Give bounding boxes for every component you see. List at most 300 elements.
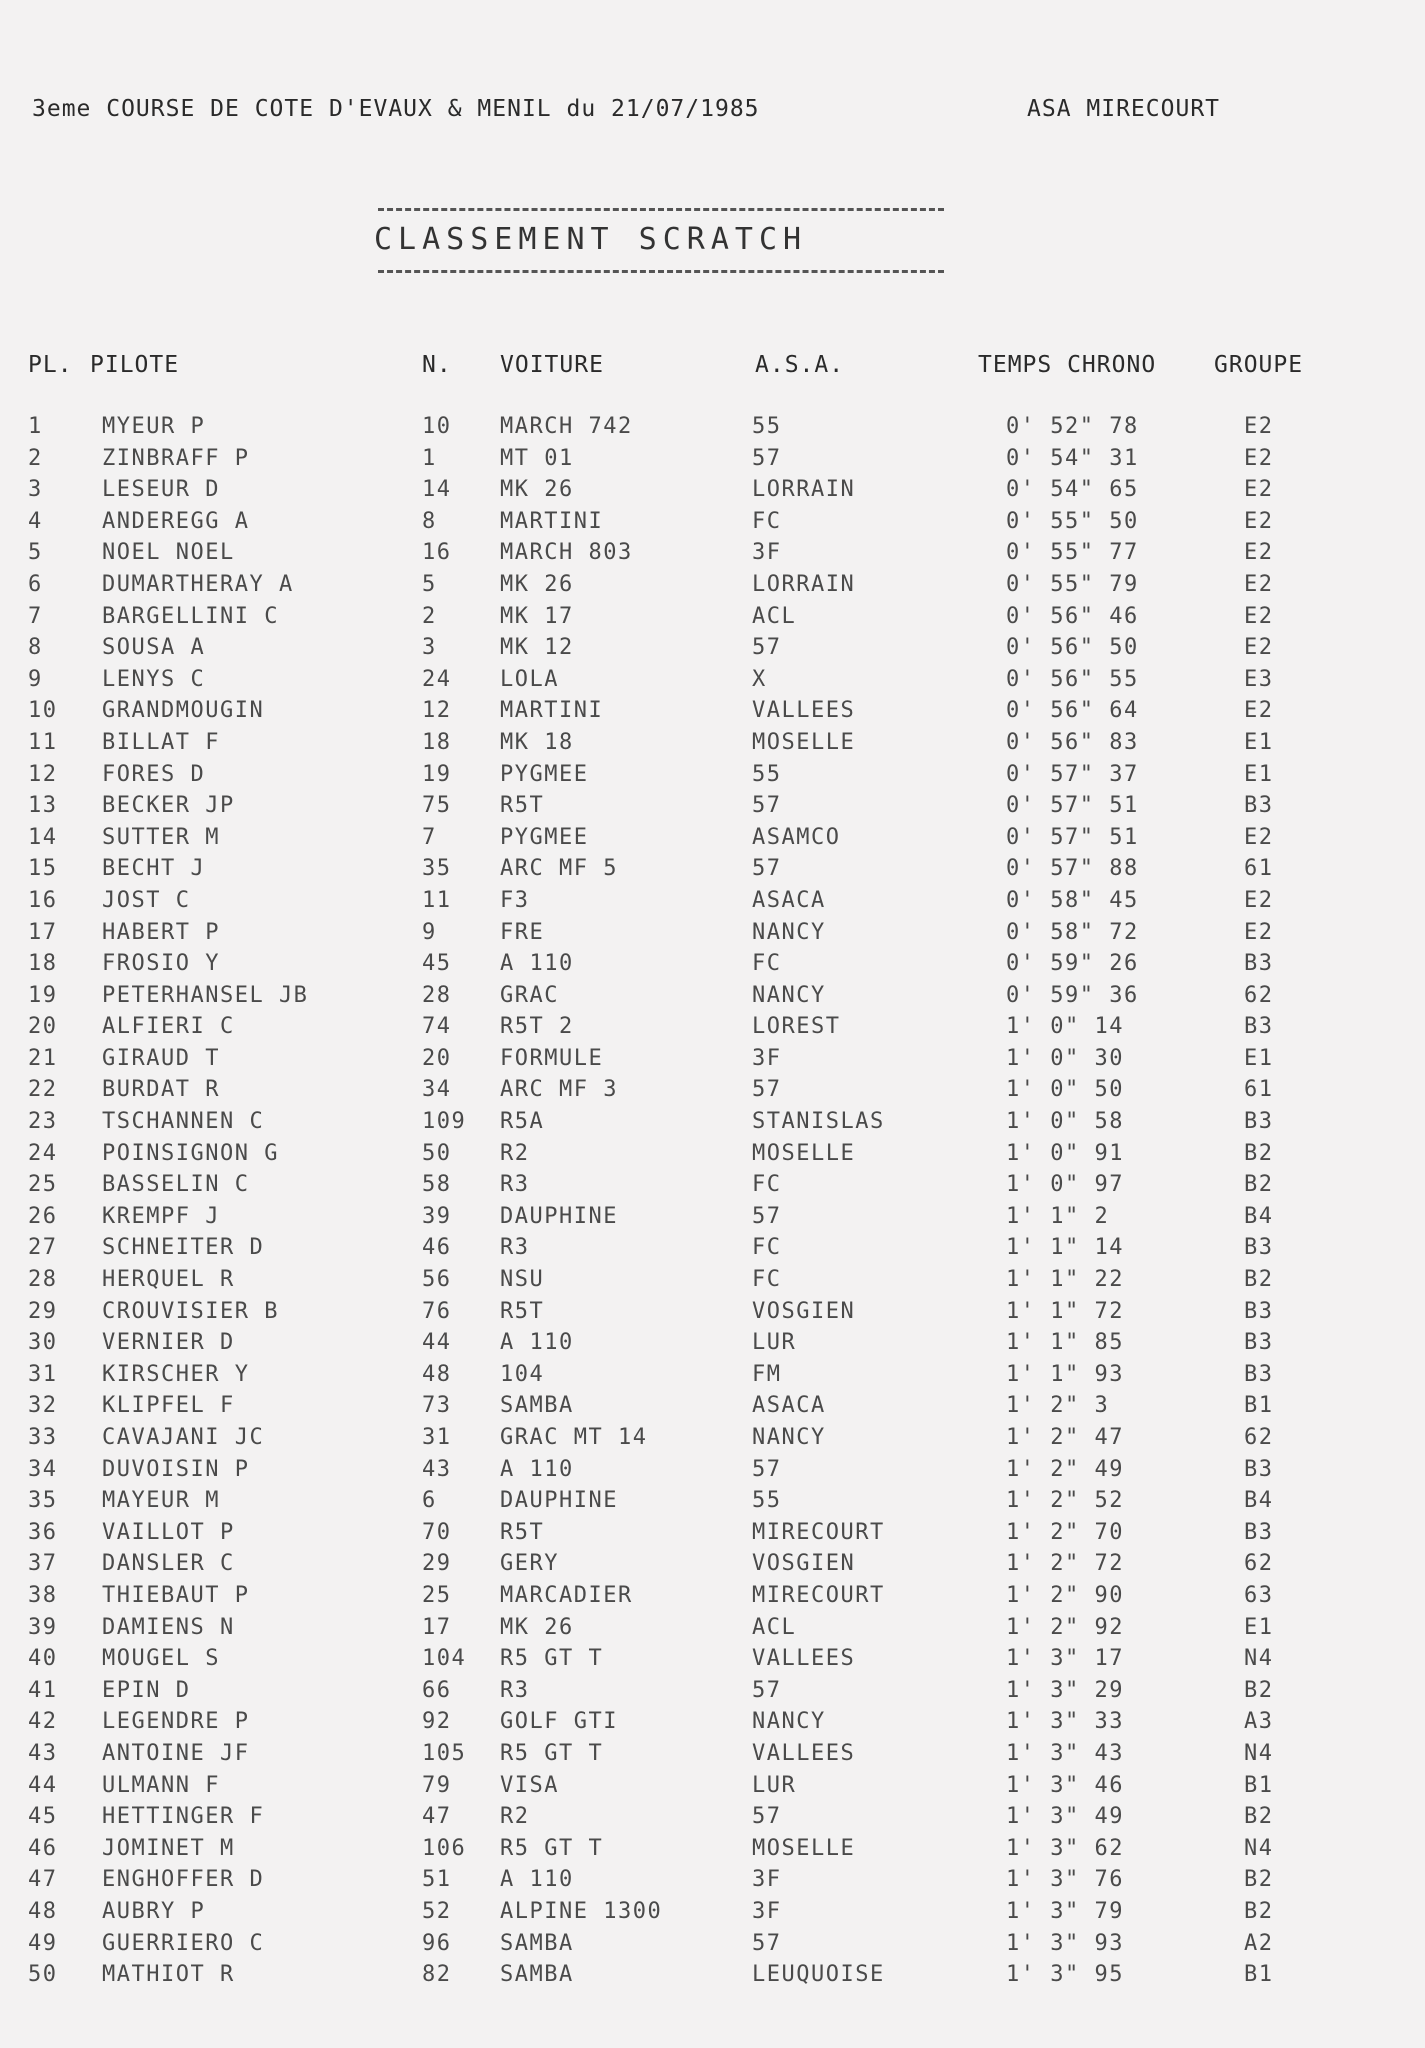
row-car: R3 — [500, 1677, 530, 1703]
row-time: 0' 58" 45 — [1006, 887, 1139, 913]
row-number: 76 — [422, 1298, 452, 1324]
row-car: MARTINI — [500, 698, 604, 724]
row-place: 24 — [28, 1140, 58, 1166]
row-time: 1' 2" 90 — [1006, 1582, 1124, 1608]
row-place: 41 — [28, 1677, 58, 1703]
row-number: 35 — [422, 856, 452, 882]
row-number: 48 — [422, 1361, 452, 1387]
row-number: 96 — [422, 1930, 452, 1956]
result-row — [0, 1678, 1425, 1710]
result-row — [0, 1299, 1425, 1331]
col-header-temps: TEMPS CHRONO — [978, 352, 1157, 378]
row-group: B3 — [1244, 1456, 1274, 1482]
row-car: ALPINE 1300 — [500, 1898, 663, 1924]
row-group: E2 — [1244, 414, 1274, 439]
row-pilot: LENYS C — [102, 666, 206, 692]
result-row — [0, 1235, 1425, 1267]
row-place: 33 — [28, 1425, 58, 1450]
row-place: 27 — [28, 1235, 58, 1261]
row-time: 1' 0" 14 — [1006, 1014, 1124, 1040]
row-place: 19 — [28, 982, 58, 1008]
result-row — [0, 1488, 1425, 1520]
row-group: A2 — [1244, 1930, 1274, 1956]
row-pilot: DANSLER C — [102, 1551, 235, 1577]
col-header-pilote: PILOTE — [90, 352, 180, 378]
result-row — [0, 667, 1425, 699]
row-car: R5A — [500, 1109, 545, 1135]
row-time: 1' 2" 70 — [1006, 1519, 1124, 1545]
row-time: 1' 2" 92 — [1006, 1614, 1124, 1640]
row-place: 47 — [28, 1867, 58, 1893]
result-row — [0, 825, 1425, 857]
result-row — [0, 888, 1425, 920]
row-car: SAMBA — [500, 1930, 574, 1956]
row-asa: 57 — [752, 1203, 782, 1229]
row-asa: VALLEES — [752, 1740, 856, 1766]
row-number: 82 — [422, 1962, 452, 1988]
row-number: 17 — [422, 1614, 452, 1640]
row-number: 51 — [422, 1867, 452, 1893]
row-time: 1' 3" 17 — [1006, 1646, 1124, 1672]
result-row — [0, 1109, 1425, 1141]
row-number: 43 — [422, 1456, 452, 1482]
row-pilot: MYEUR P — [102, 414, 206, 439]
row-number: 58 — [422, 1172, 452, 1198]
row-car: A 110 — [500, 1330, 574, 1356]
row-group: 62 — [1244, 982, 1274, 1008]
row-asa: NANCY — [752, 919, 826, 945]
row-time: 0' 56" 64 — [1006, 698, 1139, 724]
row-car: MK 26 — [500, 571, 574, 597]
row-pilot: AUBRY P — [102, 1898, 206, 1924]
row-place: 30 — [28, 1330, 58, 1356]
row-place: 25 — [28, 1172, 58, 1198]
row-asa: FC — [752, 951, 782, 977]
row-number: 11 — [422, 887, 452, 913]
row-time: 0' 55" 79 — [1006, 571, 1139, 597]
row-asa: 3F — [752, 1867, 782, 1893]
row-pilot: KREMPF J — [102, 1203, 220, 1229]
row-group: E1 — [1244, 761, 1274, 787]
row-pilot: DAMIENS N — [102, 1614, 235, 1640]
row-car: A 110 — [500, 1867, 574, 1893]
column-headers — [0, 352, 1425, 388]
row-pilot: HERQUEL R — [102, 1267, 235, 1293]
row-time: 1' 0" 58 — [1006, 1109, 1124, 1135]
row-pilot: FROSIO Y — [102, 951, 220, 977]
row-car: R5 GT T — [500, 1835, 604, 1861]
row-group: 62 — [1244, 1425, 1274, 1450]
row-place: 1 — [28, 414, 43, 439]
row-asa: 55 — [752, 761, 782, 787]
row-number: 104 — [422, 1646, 467, 1672]
row-group: B3 — [1244, 1330, 1274, 1356]
row-pilot: VAILLOT P — [102, 1519, 235, 1545]
row-car: ARC MF 5 — [500, 856, 618, 882]
row-car: MK 17 — [500, 603, 574, 629]
row-time: 1' 0" 97 — [1006, 1172, 1124, 1198]
row-asa: NANCY — [752, 1425, 826, 1450]
row-asa: FM — [752, 1361, 782, 1387]
row-asa: 3F — [752, 1898, 782, 1924]
section-title: CLASSEMENT SCRATCH — [374, 222, 808, 257]
title-rule-top — [378, 208, 944, 211]
row-place: 5 — [28, 540, 43, 566]
row-asa: LORRAIN — [752, 571, 856, 597]
row-asa: 57 — [752, 1456, 782, 1482]
row-car: MK 18 — [500, 729, 574, 755]
row-car: GERY — [500, 1551, 559, 1577]
row-time: 0' 57" 37 — [1006, 761, 1139, 787]
row-pilot: MAYEUR M — [102, 1488, 220, 1514]
row-time: 1' 2" 72 — [1006, 1551, 1124, 1577]
row-car: SAMBA — [500, 1393, 574, 1419]
result-row — [0, 951, 1425, 983]
row-car: MK 26 — [500, 1614, 574, 1640]
row-car: ARC MF 3 — [500, 1077, 618, 1103]
row-time: 0' 54" 65 — [1006, 477, 1139, 503]
result-row — [0, 1867, 1425, 1899]
row-place: 40 — [28, 1646, 58, 1672]
row-car: R5 GT T — [500, 1646, 604, 1672]
row-pilot: ANTOINE JF — [102, 1740, 250, 1766]
row-asa: 57 — [752, 445, 782, 471]
row-number: 74 — [422, 1014, 452, 1040]
result-row — [0, 1330, 1425, 1362]
row-number: 25 — [422, 1582, 452, 1608]
row-group: E2 — [1244, 445, 1274, 471]
row-group: B2 — [1244, 1677, 1274, 1703]
row-number: 29 — [422, 1551, 452, 1577]
result-row — [0, 509, 1425, 541]
row-group: B2 — [1244, 1267, 1274, 1293]
row-number: 109 — [422, 1109, 467, 1135]
row-group: B2 — [1244, 1867, 1274, 1893]
row-group: E1 — [1244, 1045, 1274, 1071]
row-car: FRE — [500, 919, 545, 945]
row-asa: STANISLAS — [752, 1109, 885, 1135]
row-number: 45 — [422, 951, 452, 977]
row-time: 1' 3" 29 — [1006, 1677, 1124, 1703]
row-group: B3 — [1244, 1014, 1274, 1040]
row-number: 3 — [422, 635, 437, 661]
row-asa: FC — [752, 1172, 782, 1198]
row-pilot: HETTINGER F — [102, 1804, 265, 1830]
row-pilot: GRANDMOUGIN — [102, 698, 265, 724]
result-row — [0, 1709, 1425, 1741]
row-pilot: MOUGEL S — [102, 1646, 220, 1672]
row-asa: 57 — [752, 793, 782, 819]
row-car: R5T 2 — [500, 1014, 574, 1040]
row-pilot: BILLAT F — [102, 729, 220, 755]
row-time: 0' 57" 51 — [1006, 824, 1139, 850]
row-number: 16 — [422, 540, 452, 566]
row-car: R3 — [500, 1235, 530, 1261]
row-time: 1' 3" 49 — [1006, 1804, 1124, 1830]
row-time: 0' 56" 55 — [1006, 666, 1139, 692]
row-asa: LEUQUOISE — [752, 1962, 885, 1988]
row-pilot: ALFIERI C — [102, 1014, 235, 1040]
row-place: 12 — [28, 761, 58, 787]
row-place: 31 — [28, 1361, 58, 1387]
row-group: 61 — [1244, 1077, 1274, 1103]
result-row — [0, 1457, 1425, 1489]
row-group: E2 — [1244, 919, 1274, 945]
row-time: 1' 3" 79 — [1006, 1898, 1124, 1924]
row-group: E1 — [1244, 1614, 1274, 1640]
row-number: 79 — [422, 1772, 452, 1798]
row-asa: 57 — [752, 1677, 782, 1703]
row-group: E2 — [1244, 540, 1274, 566]
row-number: 19 — [422, 761, 452, 787]
row-group: 61 — [1244, 856, 1274, 882]
row-number: 46 — [422, 1235, 452, 1261]
row-number: 56 — [422, 1267, 452, 1293]
row-number: 9 — [422, 919, 437, 945]
row-asa: 3F — [752, 540, 782, 566]
row-group: E2 — [1244, 635, 1274, 661]
row-time: 1' 0" 91 — [1006, 1140, 1124, 1166]
row-asa: NANCY — [752, 1709, 826, 1735]
row-number: 7 — [422, 824, 437, 850]
row-car: NSU — [500, 1267, 545, 1293]
result-row — [0, 1646, 1425, 1678]
row-number: 20 — [422, 1045, 452, 1071]
row-number: 6 — [422, 1488, 437, 1514]
row-group: B4 — [1244, 1488, 1274, 1514]
row-number: 52 — [422, 1898, 452, 1924]
row-pilot: EPIN D — [102, 1677, 191, 1703]
row-time: 1' 3" 95 — [1006, 1962, 1124, 1988]
row-group: 63 — [1244, 1582, 1274, 1608]
row-pilot: LEGENDRE P — [102, 1709, 250, 1735]
title-rule-bottom — [378, 270, 944, 273]
row-time: 1' 2" 3 — [1006, 1393, 1110, 1419]
row-time: 0' 56" 50 — [1006, 635, 1139, 661]
row-number: 73 — [422, 1393, 452, 1419]
row-car: GOLF GTI — [500, 1709, 618, 1735]
result-row — [0, 730, 1425, 762]
row-place: 43 — [28, 1740, 58, 1766]
row-group: B1 — [1244, 1393, 1274, 1419]
row-asa: FC — [752, 508, 782, 534]
row-time: 1' 3" 43 — [1006, 1740, 1124, 1766]
row-place: 46 — [28, 1835, 58, 1861]
row-place: 42 — [28, 1709, 58, 1735]
row-asa: 3F — [752, 1045, 782, 1071]
row-asa: NANCY — [752, 982, 826, 1008]
row-place: 11 — [28, 729, 58, 755]
row-time: 0' 58" 72 — [1006, 919, 1139, 945]
row-pilot: ZINBRAFF P — [102, 445, 250, 471]
row-pilot: MATHIOT R — [102, 1962, 235, 1988]
row-pilot: SCHNEITER D — [102, 1235, 265, 1261]
row-car: 104 — [500, 1361, 545, 1387]
row-time: 1' 3" 62 — [1006, 1835, 1124, 1861]
row-place: 18 — [28, 951, 58, 977]
row-group: E1 — [1244, 729, 1274, 755]
row-asa: MOSELLE — [752, 1835, 856, 1861]
result-row — [0, 477, 1425, 509]
row-time: 0' 57" 88 — [1006, 856, 1139, 882]
row-asa: FC — [752, 1235, 782, 1261]
row-car: A 110 — [500, 1456, 574, 1482]
row-group: B1 — [1244, 1962, 1274, 1988]
row-time: 0' 52" 78 — [1006, 414, 1139, 439]
row-number: 31 — [422, 1425, 452, 1450]
row-number: 50 — [422, 1140, 452, 1166]
row-pilot: BECKER JP — [102, 793, 235, 819]
row-time: 1' 1" 85 — [1006, 1330, 1124, 1356]
row-asa: 55 — [752, 414, 782, 439]
row-place: 45 — [28, 1804, 58, 1830]
row-group: E2 — [1244, 887, 1274, 913]
row-time: 1' 1" 2 — [1006, 1203, 1110, 1229]
result-row — [0, 1393, 1425, 1425]
row-asa: MIRECOURT — [752, 1582, 885, 1608]
row-group: B3 — [1244, 1361, 1274, 1387]
row-time: 1' 0" 50 — [1006, 1077, 1124, 1103]
result-row — [0, 856, 1425, 888]
row-time: 0' 59" 36 — [1006, 982, 1139, 1008]
row-place: 13 — [28, 793, 58, 819]
row-asa: X — [752, 666, 767, 692]
row-time: 0' 57" 51 — [1006, 793, 1139, 819]
row-car: MARCADIER — [500, 1582, 633, 1608]
row-asa: MIRECOURT — [752, 1519, 885, 1545]
result-row — [0, 793, 1425, 825]
row-place: 34 — [28, 1456, 58, 1482]
row-number: 105 — [422, 1740, 467, 1766]
row-group: B3 — [1244, 793, 1274, 819]
row-place: 32 — [28, 1393, 58, 1419]
row-car: MK 26 — [500, 477, 574, 503]
row-group: B2 — [1244, 1804, 1274, 1830]
result-row — [0, 1267, 1425, 1299]
row-asa: VALLEES — [752, 1646, 856, 1672]
row-time: 1' 1" 14 — [1006, 1235, 1124, 1261]
result-row — [0, 1551, 1425, 1583]
result-row — [0, 1615, 1425, 1647]
row-place: 49 — [28, 1930, 58, 1956]
row-car: PYGMEE — [500, 824, 589, 850]
result-row — [0, 1836, 1425, 1868]
row-time: 1' 1" 72 — [1006, 1298, 1124, 1324]
col-header-asa: A.S.A. — [755, 352, 845, 378]
row-number: 39 — [422, 1203, 452, 1229]
row-group: B3 — [1244, 1298, 1274, 1324]
event-title: 3eme COURSE DE COTE D'EVAUX & MENIL du 21/07/1985 — [32, 96, 760, 122]
row-number: 47 — [422, 1804, 452, 1830]
row-group: B2 — [1244, 1140, 1274, 1166]
row-number: 1 — [422, 445, 437, 471]
result-row — [0, 1773, 1425, 1805]
row-place: 26 — [28, 1203, 58, 1229]
result-row — [0, 1046, 1425, 1078]
row-car: DAUPHINE — [500, 1203, 618, 1229]
row-asa: 57 — [752, 635, 782, 661]
row-pilot: KIRSCHER Y — [102, 1361, 250, 1387]
col-header-number: N. — [422, 352, 452, 378]
row-car: VISA — [500, 1772, 559, 1798]
row-group: E2 — [1244, 508, 1274, 534]
row-group: E2 — [1244, 477, 1274, 503]
row-pilot: GIRAUD T — [102, 1045, 220, 1071]
result-row — [0, 762, 1425, 794]
row-group: E2 — [1244, 603, 1274, 629]
row-group: E3 — [1244, 666, 1274, 692]
row-car: GRAC MT 14 — [500, 1425, 648, 1450]
row-group: N4 — [1244, 1740, 1274, 1766]
row-group: N4 — [1244, 1646, 1274, 1672]
row-place: 7 — [28, 603, 43, 629]
row-asa: ASAMCO — [752, 824, 841, 850]
row-number: 28 — [422, 982, 452, 1008]
row-time: 0' 55" 77 — [1006, 540, 1139, 566]
row-place: 29 — [28, 1298, 58, 1324]
row-number: 34 — [422, 1077, 452, 1103]
result-row — [0, 1520, 1425, 1552]
row-number: 5 — [422, 571, 437, 597]
row-asa: VOSGIEN — [752, 1551, 856, 1577]
row-time: 0' 56" 83 — [1006, 729, 1139, 755]
row-place: 6 — [28, 571, 43, 597]
row-pilot: KLIPFEL F — [102, 1393, 235, 1419]
row-pilot: BECHT J — [102, 856, 206, 882]
row-place: 4 — [28, 508, 43, 534]
row-time: 1' 0" 30 — [1006, 1045, 1124, 1071]
results-list — [0, 414, 1425, 1994]
row-asa: ACL — [752, 603, 797, 629]
row-group: B2 — [1244, 1172, 1274, 1198]
row-group: E2 — [1244, 698, 1274, 724]
row-pilot: NOEL NOEL — [102, 540, 235, 566]
row-time: 1' 1" 22 — [1006, 1267, 1124, 1293]
row-asa: 57 — [752, 1804, 782, 1830]
result-row — [0, 698, 1425, 730]
row-place: 10 — [28, 698, 58, 724]
row-place: 23 — [28, 1109, 58, 1135]
result-row — [0, 414, 1425, 446]
row-pilot: FORES D — [102, 761, 206, 787]
row-pilot: BASSELIN C — [102, 1172, 250, 1198]
row-asa: MOSELLE — [752, 729, 856, 755]
row-car: MT 01 — [500, 445, 574, 471]
row-pilot: JOMINET M — [102, 1835, 235, 1861]
row-asa: ASACA — [752, 1393, 826, 1419]
row-place: 50 — [28, 1962, 58, 1988]
result-row — [0, 1962, 1425, 1994]
row-time: 0' 55" 50 — [1006, 508, 1139, 534]
result-row — [0, 920, 1425, 952]
row-pilot: ULMANN F — [102, 1772, 220, 1798]
row-group: B3 — [1244, 951, 1274, 977]
row-car: MARCH 803 — [500, 540, 633, 566]
row-place: 16 — [28, 887, 58, 913]
row-number: 2 — [422, 603, 437, 629]
row-pilot: CAVAJANI JC — [102, 1425, 265, 1450]
row-group: E2 — [1244, 571, 1274, 597]
row-group: B2 — [1244, 1898, 1274, 1924]
result-row — [0, 1899, 1425, 1931]
row-place: 21 — [28, 1045, 58, 1071]
row-car: R5T — [500, 1298, 545, 1324]
row-car: MARCH 742 — [500, 414, 633, 439]
result-row — [0, 1014, 1425, 1046]
row-time: 1' 2" 47 — [1006, 1425, 1124, 1450]
row-place: 14 — [28, 824, 58, 850]
row-place: 48 — [28, 1898, 58, 1924]
